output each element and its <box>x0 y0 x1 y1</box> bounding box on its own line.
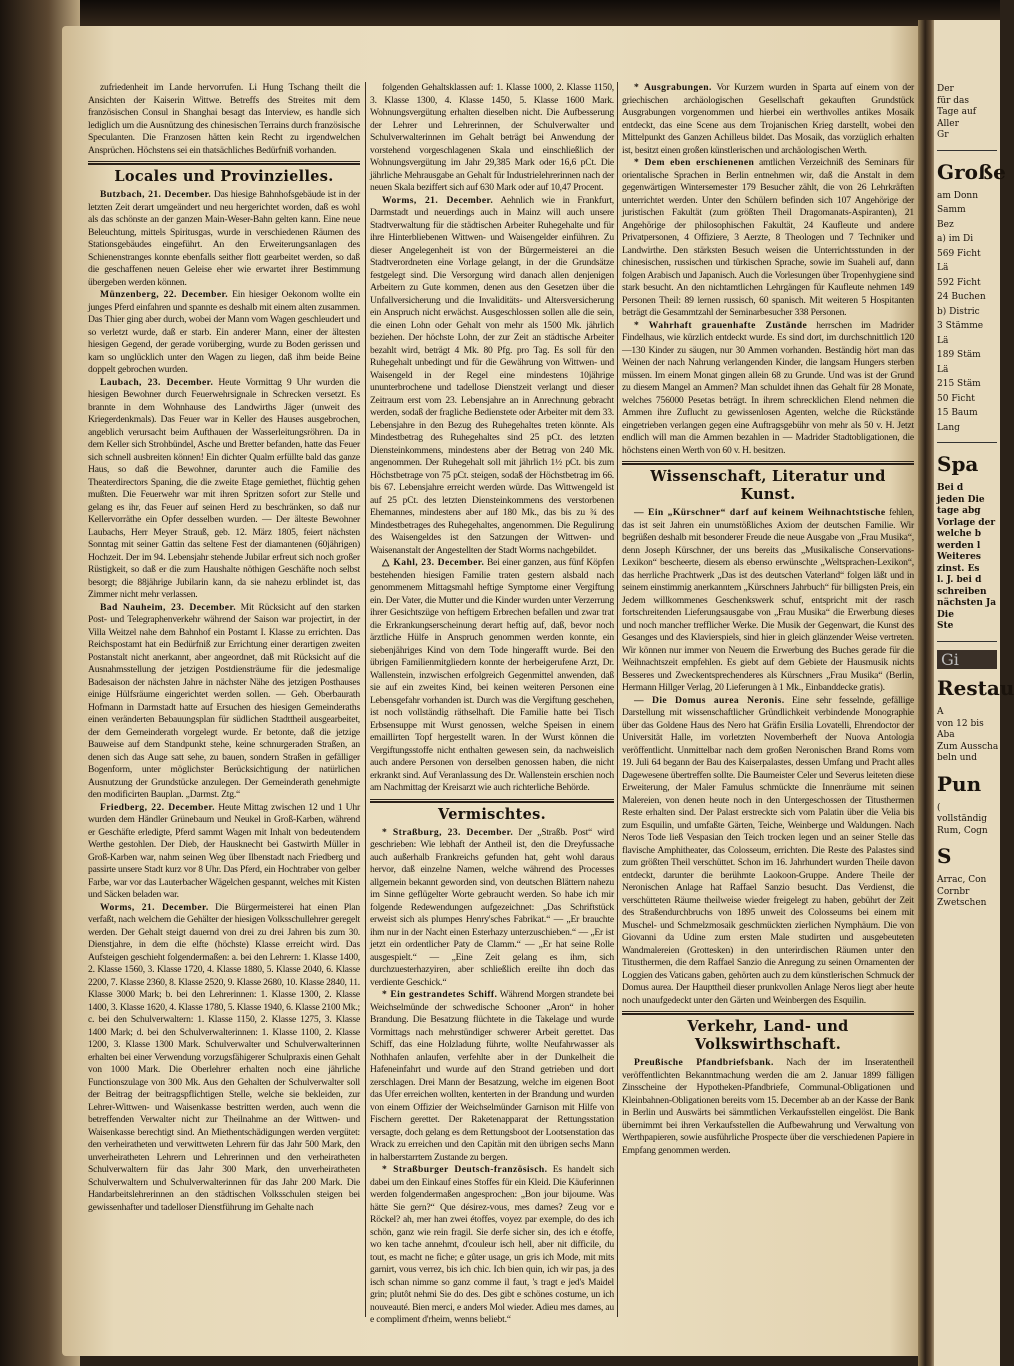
article-paragraph <box>622 157 914 320</box>
ad-fragment: Cornbr <box>937 886 970 897</box>
article-paragraph <box>370 1164 614 1327</box>
column-divider <box>365 82 366 1317</box>
ad-fragment: Gi <box>937 650 997 670</box>
ad-fragment: 3 Stämme <box>937 321 984 331</box>
article-text: amtlichen Verzeichniß des Seminars für orientalische Sprachen in Berlin entnehmen wir, daß die Anstalt in dem gegenwärtigen Wintersemester 179 Besucher zählt, die von 26 Lehrkräften unterrichtet werden. Unter den Schülern befinden sich 107 Angehörige der juristischen Fakultät (zum größten Theil Dragomanats-Aspiranten), 21 Angehörige der philosophischen Fakultät, 24 Kaufleute und andere Privatpersonen, 4 Offiziere, 3 Aerzte, 8 Theologen und 7 Techniker und Landwirthe. Den stärksten Besuch weisen die Unterrichtsstunden in der chinesischen, russischen und türkischen Sprache, sowie im Suaheli auf, dann folgen Arabisch und Japanisch. Auch die Vorlesungen über Tropenhygiene sind stark besucht. An den nichtamtlichen Lehrgängen für Kaufleute nehmen 149 Personen Theil: 89 lernen russisch, 60 spanisch. Mit weiteren 5 Hospitanten beträgt die Gesammtzahl der Seminarbesucher 338 Personen. <box>622 157 915 318</box>
article-text: Heute Vormittag 9 Uhr wurden die hiesigen Bewohner durch Feuerwehrsignale in Schrecken versetzt. Es brannte in dem Wohnhause des Landwirths Jäger (unweit des Kriegerdenkmals). Das Feuer war in Keller des Hauses ausgebrochen, angeblich verursacht beim Aufthauen der Wasserleitungsröhren. Da in dem Keller sich Strohbündel, Asche und Bretter befanden, hatte das Feuer sich schnell ausbreiten können! Ein dichter Qualm erfüllte bald das ganze Haus, so daß die Bewohner, darunter auch die Familie des Theaterdirectors Spaning, die die zweite Etage gemiethet, flüchtig gehen mußten. Die Feuerwehr war mit ihren Spritzen sofort zur Stelle und gelang es ihr, das Feuer auf seinen Herd zu beschränken, so daß nur Kellervorräthe ein Opfer desselben wurden. — Der älteste Bewohner Laubachs, Herr Meyer Strauß, geb. 12. März 1805, feiert nächsten Sonntag mit seiner Gattin das seltene Fest der diamantenen (60jährigen) Hochzeit. Der im 94. Lebensjahr stehende Jubilar erfreut sich noch großer Rüstigkeit, so daß er die zum Haushalte nöthigen Geschäfte noch selbst besorgt; die 88jährige Jubilarin kann, da sie nahezu erblindet ist, das Zimmer nicht mehr verlassen. <box>88 376 360 600</box>
section-rule <box>622 1011 914 1015</box>
ad-fragment: jeden Die <box>937 494 985 505</box>
article-dateline: Worms, 21. December. <box>100 901 209 913</box>
article-text: folgenden Gehaltsklassen auf: 1. Klasse 1000, 2. Klasse 1150, 3. Klasse 1300, 4. Klasse 1450, 5. Klasse 1600 Mark. Wohnungsvergütung erhalten dieselben nicht. Die Aufbesserung der Lehrer und Lehrerinnen, der Schulverwalter und Schulverwalterinnen im Gehalt beträgt bei Anwendung der vorstehend vorgeschlagenen Skala und einschließlich der Wohnungsvergütung im Jahr 29,385 Mark oder 16,6 pCt. Die jährliche Mehrausgabe an Gehalt für Industrielehrerinnen nach der neuen Skala beziffert sich auf 630 Mark oder auf 10,47 Procent. <box>370 82 614 193</box>
column-1 <box>88 82 360 1214</box>
section-heading-economy: Verkehr, Land- und Volkswirthschaft. <box>687 1018 849 1053</box>
article-text: herrschen im Madrider Findelhaus, wie kürzlich entdeckt wurde. Es sind dort, im durchschnittlich 120—130 Kinder zu säugen, nur 30 Ammen vorhanden. Beständig hört man das Weinen der nach Nahrung verlangenden Kinder, die langsam Hungers sterben müssen. Im einem Monat gingen allein 68 zu Grunde. Und was ist der Grund zu diesem Mangel an Ammen? Man schuldet ihnen das Gehalt für 28 Monate, welches 756000 Pesetas beträgt. In ihrem schrecklichen Elend nehmen die Ammen ihre Zuflucht zu gewissenlosen Agenten, welche die Rückstände eingetrieben verlangen gegen eine Auftragsgebühr von mehr als 50 v. H. Jetzt endlich will man die Ammen bezahlen in — Madrider Stadtobligationen, die höchstens einen Werth von 60 v. H. besitzen. <box>622 319 914 456</box>
column-divider <box>617 82 618 1317</box>
article-paragraph <box>88 377 360 602</box>
ad-fragment: Arrac, Con <box>937 875 987 885</box>
ad-fragment: Bez <box>937 219 954 230</box>
ad-fragment: Ste <box>937 621 954 631</box>
section-rule <box>622 461 914 465</box>
article-text: Bei einer ganzen, aus fünf Köpfen bestehenden hiesigen Familie traten gestern alsbald nach genommenem Mittagsmahl heftige Symptome einer Vergiftung ein. Der Vater, die Mutter und die Kinder wurden unter Verzerrung ihrer Gesichtszüge von heftigem Erbrechen befallen und zwar trat die Erkrankungserscheinung derart heftig auf, daß, bevor noch ärztliche Hülfe in Anspruch genommen werden konnte, ein siebenjähriges Kind von dem Tode hingerafft wurde. Bei den übrigen Familienmitgliedern konnte der herbeigerufene Arzt, Dr. Wallenstein, inzwischen erfolgreich Gegenmittel anwenden, daß sie auf ein zweites Kind, bei keinen weiteren Personen eine Lebensgefahr vorhanden ist. Durch was die Vergiftung geschehen, ist noch vollständig räthselhaft. Die Familie hatte bei Tisch Erbsensuppe mit Wurst genossen, welche Speisen in einem emaillirten Topf hergestellt waren. In der Wurst können die Vergiftungsstoffe nicht enthalten gewesen sein, da nachweislich auch andere Personen von derselben genossen haben, die nicht erkrankt sind. Auf Veranlassung des Dr. Wallenstein erschien noch am Nachmittag der Kreisarzt wie auch richterliche Behörde. <box>370 557 614 793</box>
ad-fragment: ( <box>937 802 941 813</box>
ad-fragment: Vorlage der <box>937 517 996 528</box>
ad-fragment: Lä <box>937 364 949 375</box>
ad-fragment: Rum, Cogn <box>937 825 988 836</box>
ad-fragment: Tage auf <box>937 107 977 117</box>
article-text: Vor Kurzem wurden in Sparta auf einem von der griechischen archäologischen Gesellschaft gekauften Grundstück Ausgrabungen vorgenommen und hierbei ein werthvolles antikes Mosaik entdeckt, das eine Scene aus dem Trojanischen Krieg darstellt, wobei den Mittelpunkt des Ganzen Achilleus bildet. Das Mosaik, das vorzüglich erhalten ist, besitzt einen großen künstlerischen und archäologischen Werth. <box>622 82 915 156</box>
ad-fragment: Gr <box>937 130 949 140</box>
ad-fragment: 592 Ficht <box>937 277 981 288</box>
article-dateline: — Ein „Kürschner“ darf auf keinem Weihnachtstische <box>634 507 886 518</box>
column-3 <box>622 82 914 1157</box>
article-text: Nach der im Inseratentheil veröffentlichten Bekanntmachung werden die am 2. Januar 1899 fälligen Zinsscheine der Hypotheken-Pfandbriefe, Communal-Obligationen und Kleinbahnen-Obligationen bereits vom 15. December ab an der Kasse der Bank in Berlin und Auswärts bei sämmtlichen Verkaufsstellen eingelöst. Die Bank übernimmt bei ihren Verkaufsstellen die Aufbewahrung und Verwaltung von Werthpapieren, sowie ausführliche Prospecte über die verschiedenen Papiere in Empfang genommen werden. <box>622 1057 915 1156</box>
article-paragraph <box>370 82 614 195</box>
ad-fragment: am Donn <box>937 190 978 201</box>
ad-fragment: Weiteres <box>937 552 981 562</box>
article-dateline: * Ausgrabungen. <box>634 82 712 93</box>
ad-fragment: Zum Ausscha <box>937 741 999 752</box>
article-text: Der „Straßb. Post“ wird geschrieben: Wie lebhaft der Antheil ist, den die Dreyfussache auch außerhalb Frankreichs gefunden hat, geht wohl daraus hervor, daß einzelne Namen, welche während des Processes allgemein bekannt geworden sind, von deutschen Blättern nahezu im Sinne geflügelter Worte gebraucht werden. So habe ich mir folgende Redewendungen aufgezeichnet: „Das Schriftstück erweist sich als plumpes Henry'sches Fabrikat.“ — „Er brauchte ihm nur in der Nacht einen Esterhazy unterzuschieben.“ — „Er ist jetzt ein ordentlicher Paty de Clamm.“ — „Er hat seine Rolle ausgespielt.“ — „Eine Zeit gelang es ihm, sich durchzuesterhazyiren, aber schließlich ereilte ihn doch das verdiente Geschick.“ <box>370 826 614 988</box>
ad-fragment: Spa <box>937 452 979 476</box>
article-paragraph <box>370 827 614 990</box>
section-heading-local-news: Locales und Provinzielles. <box>114 168 334 185</box>
article-text: Aehnlich wie in Frankfurt, Darmstadt und neuerdings auch in Mainz will auch unsere Stadtverwaltung für die städtischen Arbeiter Ruhegehalte und für ihre Hinterbliebenen Wittwen- und Waisengelder einführen. Zu dieser Angelegenheit ist von der Bürgermeisterei an die Stadtverordneten eine Vorlage gelangt, in der die Grundsätze festgelegt sind. Die Versorgung wird danach allen denjenigen Arbeitern zu Gute kommen, denen aus den Gesetzen über die Unfallversicherung und die Invaliditäts- und Altersversicherung ein Anspruch nicht erwächst. Ausgeschlossen sollen alle die sein, die einen Lohn oder Gehalt von mehr als 1500 Mk. jährlich beziehen. Der höchste Lohn, der zur Zeit an städtische Arbeiter bezahlt wird, beträgt 4 Mk. 80 Pfg. pro Tag. Es soll für den Ruhegehalt unbedingt und für die Gewährung von Wittwen- und Waisengeld in der Regel eine mindestens 10jährige ununterbrochene und tadellose Dienstzeit verlangt und dieser Zeitraum erst vom 23. Lebensjahre an in Anrechnung gebracht werden, sodaß der fragliche Bedienstete oder Arbeiter mit dem 33. Lebensjahre in den Bezug des Ruhegehaltes treten könnte. Als Mindestbetrag des Ruhegehaltes sind 25 pCt. des letzten Diensteinkommens, mindestens aber der Betrag von 240 Mk. angenommen. Der Ruhegehalt soll mit jährlich 1½ pCt. bis zum Höchstbetrage von 75 pCt. steigen, sodaß der Höchstbetrag im 66. bis 67. Lebensjahre erreicht werden würde. Das Wittwengeld ist auf 25 pCt. des letzten Diensteinkommens des verstorbenen Ehemannes, mindestens aber auf 180 Mk., das bis zu ¾ des Mindestbetrages des Ruhegehaltes, angenommen. Die Regulirung des Waisengeldes ist den Satzungen der Wittwen- und Waisenanstalt der Angestellten der Stadt Worms nachgebildet. <box>370 194 614 556</box>
ad-fragment: welche b <box>937 529 982 539</box>
article-text: Die Bürgermeisterei hat einen Plan verfaßt, nach welchem die Gehälter der hiesigen Volksschullehrer geregelt werden. Der Gehalt steigt dauernd von drei zu drei Jahren bis zum 30. Dienstjahre, in dem die elfte (höchste) Klasse erreicht wird. Das Aufsteigen geschieht folgendermaßen: a. bei den Lehrern: 1. Klasse 1400, 2. Klasse 1560, 3. Klasse 1720, 4. Klasse 1880, 5. Klasse 2040, 6. Klasse 2200, 7. Klasse 2360, 8. Klasse 2520, 9. Klasse 2680, 10. Klasse 2840, 11. Klasse 3000 Mark; b. bei den Lehrerinnen: 1. Klasse 1300, 2. Klasse 1400, 3. Klasse 1620, 4. Klasse 1780, 5. Klasse 1940, 6. Klasse 2100 Mk.; c. bei den Schulverwaltern: 1. Klasse 1150, 2. Klasse 1275, 3. Klasse 1400 Mark; d. bei den Schulverwalterinnen: 1. Klasse 1100, 2. Klasse 1200, 3. Klasse 1300 Mark. Schulverwalter und Schulverwalterinnen erhalten bei einer Verwendung vorzugsfähigerer Schulpraxis einen Gehalt von 1000 Mark. Die Oberlehrer erhalten noch eine jährliche Functionszulage von 300 Mk. Aus den Gehalten der Schulverwalter soll der Beitrag der beitragspflichtigen Stelle, welche sie bekleiden, zur Lehrer-Wittwen- und Waisenkasse bestritten werden, auch wenn die betreffenden Verwalter nicht zur Theilnahme an der Wittwen- und Waisenkasse berechtigt sind. An Miethentschädigungen werden vergütet: den verheiratheten und verwittweten Lehrern für das Jahr 500 Mark, den unverheiratheten Lehrern und Lehrerinnen und den verheiratheten Schulverwaltern für das Jahr 300 Mark, den unverheiratheten Schulverwaltern und Schulverwalterinnen für das Jahr 200 Mark. Die Handarbeitslehrerinnen an den städtischen Volksschulen steigen bei gewissenhafter und tadelloser Dienstführung im Gehalte nach <box>88 901 360 1213</box>
ad-fragment: Lä <box>937 263 949 273</box>
article-dateline: Bad Nauheim, 23. December. <box>100 601 237 613</box>
ad-fragment: 24 Buchen <box>937 292 986 302</box>
article-dateline: * Straßburg, 23. December. <box>382 826 514 838</box>
article-paragraph <box>370 195 614 558</box>
ad-fragment: für das <box>937 95 970 106</box>
ad-fragment: 50 Ficht <box>937 393 975 404</box>
adjacent-page-ads <box>934 20 1014 1366</box>
article-text: Ein hiesiger Oekonom wollte ein junges Pferd einfahren und spannte es deshalb mit einem alten zusammen. Das Thier ging aber durch, wobei der Mann vom Wagen geschleudert und so verletzt wurde, daß er starb. Ein anderer Mann, einer der ältesten hiesigen Gegend, der gerade vorüberging, wurde zu Boden gerissen und kam so unglücklich unter den Wagen zu liegen, daß ihm beide Beine doppelt gebrochen wurden. <box>88 289 360 375</box>
ad-fragment: 15 Baum <box>937 408 978 418</box>
article-paragraph <box>88 189 360 289</box>
section-rule <box>88 161 360 165</box>
article-paragraph <box>88 602 360 802</box>
article-dateline: △ Kahl, 23. December. <box>382 557 485 568</box>
article-text: Heute Mittag zwischen 12 und 1 Uhr wurden dem Händler Grünebaum und Neukel in Groß-Karben, während er Geschäfte erledigte, Pferd sammt Wagen mit Inhalt von bedeutendem Werthe gestohlen. Der Dieb, der Hausknecht bei Gastwirth Müller in Groß-Karben war, nahm seinen Weg über Ilbenstadt nach Friedberg und passirte unsere Stadt kurz vor 8 Uhr. Das Pferd, ein Hochtraber von gelber Farbe, war vor das Lauterbacher Wägelchen gespannt, welches mit Kisten und Säcken beladen war. <box>88 801 360 900</box>
article-text: Eine sehr fesselnde, gefällige Darstellung mit wissenschaftlicher Gründlichkeit verbindende Monographie über das Goldene Haus des Nero hat Gräfin Ersilia Lovatelli, Ehrendoctor der Universität Halle, im vorletzten Novemberheft der Nuova Antologia veröffentlicht. Unmittelbar nach dem großen Neronischen Brand Roms vom 19. Juli 64 begann der Bau des Kaiserpalastes, dessen Umfang und Pracht alles Dagewesene übertreffen sollte. Die Baumeister Celer und Severus leiteten diese Erweiterung, der Maler Famulus schmückte die Innenräume mit seinen Malereien, von denen heute noch in den Untergeschossen der Titusthermen Reste erhalten sind. Der Palast erstreckte sich vom Palatin über die Velia bis zum Esquilin, und umfaßte Gärten, Teiche, Weinberge und Waldungen. Nach Neros Tode ließ Vespasian den Teich trocken legen und an seiner Stelle das flavische Amphitheater, das Colosseum, errichten. Die Reste des Palastes sind zum größten Theil verschüttet. Schon im 16. Jahrhundert wurden Theile davon entdeckt, darunter die berühmte Laokoon-Gruppe. Andere Theile der Neronischen Anlage hat Raffael Sanzio besucht. Das Verdienst, die verschütteten Räume theilweise wieder freigelegt zu haben, gebührt der Zeit des Straßendurchbruchs von 1895 unweit des Colosseums bei einem mit Muschel- und Schmelzmosaik geschmückten zierlichen Nymphäum. Die von Giovanni da Udine zum ersten Male studirten und ausgebeuteten Wandmalereien (Grottesken) in den unterirdischen Räumen unter den Titusthermen, die dem Raffael Sanzio die Anregung zu seinen Ornamenten der Loggien des Vaticans gaben, gehörten auch zu dem künstlerischen Schmuck der Domus aurea. Der Haupttheil dieser prunkvollen Anlage Neros liegt aber heute noch unaufgedeckt unter den Gärten und Weinbergen des Esquilin. <box>622 694 915 1006</box>
ad-fragment: Restau <box>937 676 1014 700</box>
article-paragraph <box>88 802 360 902</box>
article-dateline: * Straßburger Deutsch-französisch. <box>382 1164 548 1175</box>
section-rule <box>370 799 614 803</box>
article-dateline: Butzbach, 21. December. <box>100 189 212 200</box>
ad-fragment: zinst. Es <box>937 563 980 574</box>
ad-fragment: Lä <box>937 335 949 346</box>
article-dateline: Laubach, 23. December. <box>100 376 214 388</box>
article-continuation: zufriedenheit im Lande hervorrufen. Li Hung Tschang theilt die Ansichten der Kaiserin Wittwe. Betreffs des Streites mit dem französischen Consul in Shanghai besagt das Interview, es handle sich lediglich um die Ausnützung des chinesischen Terrains durch französische Speculanten. Die Franzosen hätten kein Recht zu irgendwelchen Ansprüchen. Höchstens sei ein thatsächliches Bedürfniß vorhanden. <box>88 82 360 156</box>
ad-fragment: A <box>937 707 944 717</box>
section-heading-science-literature-art: Wissenschaft, Literatur und Kunst. <box>650 468 886 503</box>
ad-fragment: 189 Stäm <box>937 350 981 360</box>
article-text: fehlen, das ist seit Jahren ein unumstößliches Axiom der deutschen Familie. Wir begrüßen deshalb mit besonderer Freude die neue Ausgabe von „Frau Musika“, denn Joseph Kürschner, der uns bereits das „Musikalische Conservations-Lexikon“ bescheerte, diesem als ebenso erwünschte „Weltsprachen-Lexikon“, das herrliche Prachtwerk „Das ist des deutschen Vaterland“ folgen läßt und in seinem einstimmig anerkanntem „Kürschners Jahrbuch“ für billigsten Preis, ein Jedem willkommenes Geschenkswerk schuf, entspricht mit der rasch fortschreitenden Lieferungsausgabe von „Frau Musika“ die Erwerbung dieses und noch mancher trefflicher Werke. Die Musik der Gegenwart, die Kunst des Gesanges und des Klavierspiels, sind hier in gleich glänzender Weise vertreten. Wir können nur immer von Neuem die Erwerbung des Buches gerade für die Weihnachtszeit empfehlen. Es giebt auf dem Gebiete der Hausmusik nichts Besseres und Zweckentsprechenderes als Kürschners „Frau Musika“ (Berlin, Hermann Hillger Verlag, 20 Lieferungen à 1 Mk., Einbanddecke gratis). <box>622 507 914 693</box>
article-dateline: * Wahrhaft grauenhafte Zustände <box>634 319 808 331</box>
article-paragraph <box>622 82 914 157</box>
ad-fragment: Bei d <box>937 483 964 493</box>
article-text: Das hiesige Bahnhofsgebäude ist in der letzten Zeit derart umgeändert und neu hergerichtet worden, daß es wohl als das schönste an der ganzen Main-Weser-Bahn gelten kann. Eine neue Beleuchtung, mittels Spiritusgas, wurde in verschiedenen Räumen des Stationsgebäudes eingeführt. An den Erweiterungsanlagen des Schienenstranges konnte ebenfalls seither flott gearbeitet werden, so daß die geschaffenen neuen Geleise eher wie erwartet ihrer Bestimmung übergeben werden können. <box>88 189 361 288</box>
ad-fragment: schreiben <box>937 586 987 597</box>
ad-fragment: Lang <box>937 422 960 433</box>
ad-fragment: Aba <box>937 730 955 740</box>
article-text: Es handelt sich dabei um den Einkauf eines Stoffes für ein Kleid. Die Käuferinnen werden folgendermaßen angesprochen: „Bon jour bijoume. Was hätte Sie gern?“ Que désirez-vous, mes dames? Zeug vor e Röckel? ah, mer han zwei étoffes, voyez par exemple, do des ich schön, ganz wie rein fragil. Sie derfe sicher sin, des ich e étoffe, wo ken tache annehmt, d'couleur isch hell, aber nit difficile, du tout, es macht ne fiche; e gûter usage, un gris ich Mode, mit mits garnirt, vous verrez, bis ich chic. Ich bien quin, ich wir pas, ja des isch schan nimme so ganz comme il faut, 's tragt e jed's Maidel grin; plutôt nehmi Sie do des. Des gibt e schönes costume, un ich nouveauté. Bien merci, e anders Mol wieder. Adieu mes dames, au e compliment d'rheim, wenns beliebt.“ <box>370 1164 614 1325</box>
ad-fragment: b) Distric <box>937 306 980 317</box>
column-2 <box>370 82 614 1327</box>
ad-fragment: 215 Stäm <box>937 379 981 389</box>
ad-fragment: Die <box>937 609 954 620</box>
article-paragraph <box>370 557 614 795</box>
ad-fragment: Große <box>937 159 1006 184</box>
ad-fragment: vollständig <box>937 814 988 824</box>
ad-fragment: tage abg <box>937 506 981 516</box>
article-dateline: Münzenberg, 22. December. <box>100 289 229 300</box>
ad-fragment: Zwetschen <box>937 898 987 908</box>
ad-fragment: S <box>937 844 952 868</box>
ad-fragment: beln und <box>937 753 977 763</box>
article-dateline: * Dem eben erschienenen <box>634 157 755 168</box>
article-paragraph <box>622 1057 914 1157</box>
section-heading-miscellaneous: Vermischtes. <box>438 805 546 823</box>
article-dateline: Worms, 21. December. <box>382 194 494 206</box>
article-paragraph <box>622 695 914 1008</box>
ad-fragment: von 12 bis <box>937 718 984 729</box>
article-paragraph <box>88 289 360 377</box>
ad-fragment: werden l <box>937 540 981 551</box>
ad-fragment: Pun <box>937 771 982 796</box>
ad-fragment: 569 Ficht <box>937 248 981 259</box>
article-dateline: Friedberg, 22. December. <box>100 801 215 813</box>
article-dateline: — Die Domus aurea Neronis. <box>634 694 785 706</box>
article-paragraph <box>622 320 914 458</box>
ad-fragment: Samm <box>937 205 966 215</box>
article-text: Mit Rücksicht auf den starken Post- und Telegraphenverkehr während der Saison war projectirt, in der Villa Weitzel nahe dem Bahnhof ein Postamt I. Klasse zu errichten. Das Reichspostamt hat ein Bedürfniß zur Errichtung einer derartigen zweiten Postanstalt nicht anerkannt, aber angeordnet, daß mit Rücksicht auf die Ausnahmsstellung der jetzigen Postdiensträume für die jedesmalige Badesaison der nächsten Jahre in nächster Nähe des jetzigen Posthauses einige Hülfsräume eingerichtet werden sollen. — Geh. Oberbaurath Hofmann in Darmstadt hatte auf Ersuchen des hiesigen Gemeinderaths einen veränderten Bebauungsplan für südlichen Stadttheil ausgearbeitet, der dem Gemeinderath vorgelegt wurde. Er betonte, daß die jetzige Bauweise auf dem Standpunkt stehe, keine schnurgeraden Straßen, an denen sich das Auge satt sehe, zu bauen, sondern Straßen in gefälliger Bogenform, unter möglichster Berücksichtigung der natürlichen Ausnutzung der Grundstücke anzulegen. Der Gemeinderath genehmigte den modificirten Bauplan. „Darmst. Ztg.“ <box>88 601 360 800</box>
ad-fragment: nächsten Ja <box>937 598 997 608</box>
article-paragraph <box>88 902 360 1215</box>
ad-fragment: l. J. bei d <box>937 575 982 585</box>
ad-fragment: a) im Di <box>937 234 974 244</box>
article-dateline: * Ein gestrandetes Schiff. <box>382 989 498 1000</box>
article-paragraph <box>622 507 914 695</box>
article-text: Während Morgen strandete bei Weichselmünde der schwedische Schooner „Aron“ in hoher Brandung. Die Besatzung flüchtete in die Takelage und wurde Vormittags nach mehrstündiger schwerer Arbeit gerettet. Das Schiff, das eine Holzladung führte, wollte Neufahrwasser als Nothhafen anlaufen, verfehlte aber in der Dunkelheit die Hafeneinfahrt und wurde auf den Strand getrieben und dort zerschlagen. Drei Mann der Besatzung, welche im eigenen Boot das Ufer erreichen wollten, kenterten in der Brandung und wurden von einem Offizier der Weichselmünder Garnison mit Hilfe von Fischern gerettet. Der Raketenapparat der Rettungsstation versagte, doch gelang es dem Rettungsboot der Lootsenstation das Wrack zu erreichen und den Capitän mit den übrigen sechs Mann in halberstarrtem Zustande zu bergen. <box>370 989 614 1163</box>
ad-fragment: Der <box>937 84 954 94</box>
article-paragraph <box>370 989 614 1164</box>
article-dateline: Preußische Pfandbriefsbank. <box>634 1057 774 1068</box>
ad-fragment: Aller <box>937 118 959 129</box>
